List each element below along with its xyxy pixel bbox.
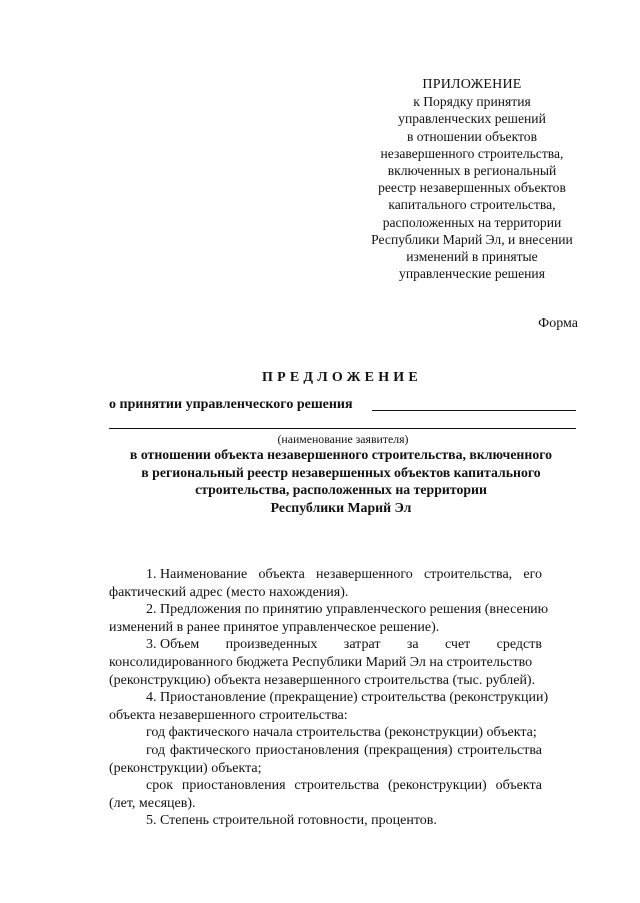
- appendix-line: изменений в принятые: [406, 249, 538, 265]
- subject-heading: [96, 446, 586, 516]
- item-1: [109, 566, 579, 584]
- item-3-line-2: консолидированного бюджета Республики Марий Эл на строительство: [109, 654, 533, 670]
- subject-line: строительства, расположенных на территории: [195, 482, 487, 497]
- word: затрат: [343, 637, 381, 653]
- subject-line: в региональный реестр незавершенных объектов капитального: [141, 464, 541, 480]
- word: приостановления: [181, 778, 286, 794]
- item-4-sub-2: [109, 742, 579, 760]
- item-1-continuation: фактический адрес (место нахождения).: [109, 584, 349, 600]
- appendix-block: [352, 76, 592, 282]
- item-4-sub-3-line: [146, 777, 542, 795]
- appendix-line: незавершенного строительства,: [380, 145, 564, 161]
- word: произведенных: [225, 637, 318, 653]
- item-3-line-3: (реконструкцию) объекта незавершенного строительства (тыс. рублей).: [109, 672, 536, 688]
- appendix-line: Республики Марий Эл, и внесении: [371, 231, 573, 247]
- item-4-sub-2-line: [146, 742, 542, 760]
- word: объекта: [495, 778, 542, 794]
- item-3: [109, 636, 579, 654]
- item-5: 5. Степень строительной готовности, процентов.: [146, 813, 437, 829]
- appendix-line: в отношении объектов: [406, 128, 537, 144]
- document-title: ПРЕДЛОЖЕНИЕ: [262, 370, 422, 385]
- item-4-sub-3-continuation: (лет, месяцев).: [109, 795, 196, 811]
- word: приостановления: [255, 742, 360, 758]
- appendix-line: реестр незавершенных объектов: [378, 180, 566, 196]
- item-4-line-2: объекта незавершенного строительства:: [109, 707, 348, 723]
- word: счет: [444, 637, 471, 653]
- applicant-blank-field: [109, 428, 576, 429]
- form-items: [109, 566, 579, 830]
- word: 1. Наименование: [146, 567, 248, 582]
- item-4-sub-3: [109, 777, 579, 795]
- item-2: 2. Предложения по принятию управленческого решения (внесению: [146, 602, 549, 618]
- word: строительства: [294, 778, 380, 794]
- item-1-line: [146, 566, 542, 584]
- applicant-caption: (наименование заявителя): [277, 432, 409, 446]
- word: его: [523, 567, 542, 582]
- word: (реконструкции): [388, 778, 487, 794]
- appendix-line: включенных в региональный: [387, 163, 557, 179]
- subject-line: в отношении объекта незавершенного строительства, включенного: [129, 447, 553, 462]
- appendix-line: капитального строительства,: [388, 197, 556, 213]
- word: средств: [496, 637, 542, 653]
- word: незавершенного: [316, 567, 413, 582]
- appendix-line: управленческих решений: [398, 111, 546, 127]
- item-4-sub-1: год фактического начала строительства (реконструкции) объекта;: [146, 725, 537, 741]
- word: фактического: [169, 742, 251, 758]
- decision-line: [109, 397, 579, 413]
- appendix-line: к Порядку принятия: [413, 94, 531, 110]
- word: 3. Объем: [146, 637, 200, 653]
- word: строительства,: [424, 567, 513, 582]
- item-4: 4. Приостановление (прекращение) строительства (реконструкции): [146, 690, 549, 706]
- word: объекта: [258, 567, 305, 582]
- word: год: [146, 742, 166, 758]
- word: (прекращения): [364, 742, 453, 758]
- appendix-heading: ПРИЛОЖЕНИЕ: [422, 77, 522, 92]
- word: за: [406, 637, 419, 653]
- decision-blank-field: [372, 410, 576, 411]
- appendix-line: расположенных на территории: [382, 214, 562, 230]
- item-2-continuation: изменений в ранее принятое управленческое решение).: [109, 619, 440, 635]
- form-label: Форма: [538, 316, 578, 331]
- item-4-sub-2-continuation: (реконструкции) объекта;: [109, 760, 262, 776]
- appendix-line: управленческие решения: [399, 266, 545, 282]
- word: срок: [146, 778, 174, 794]
- item-3-line: [146, 636, 542, 654]
- decision-text: о принятии управленческого решения: [109, 397, 353, 412]
- word: строительства: [457, 742, 542, 758]
- subject-line: Республики Марий Эл: [270, 499, 412, 515]
